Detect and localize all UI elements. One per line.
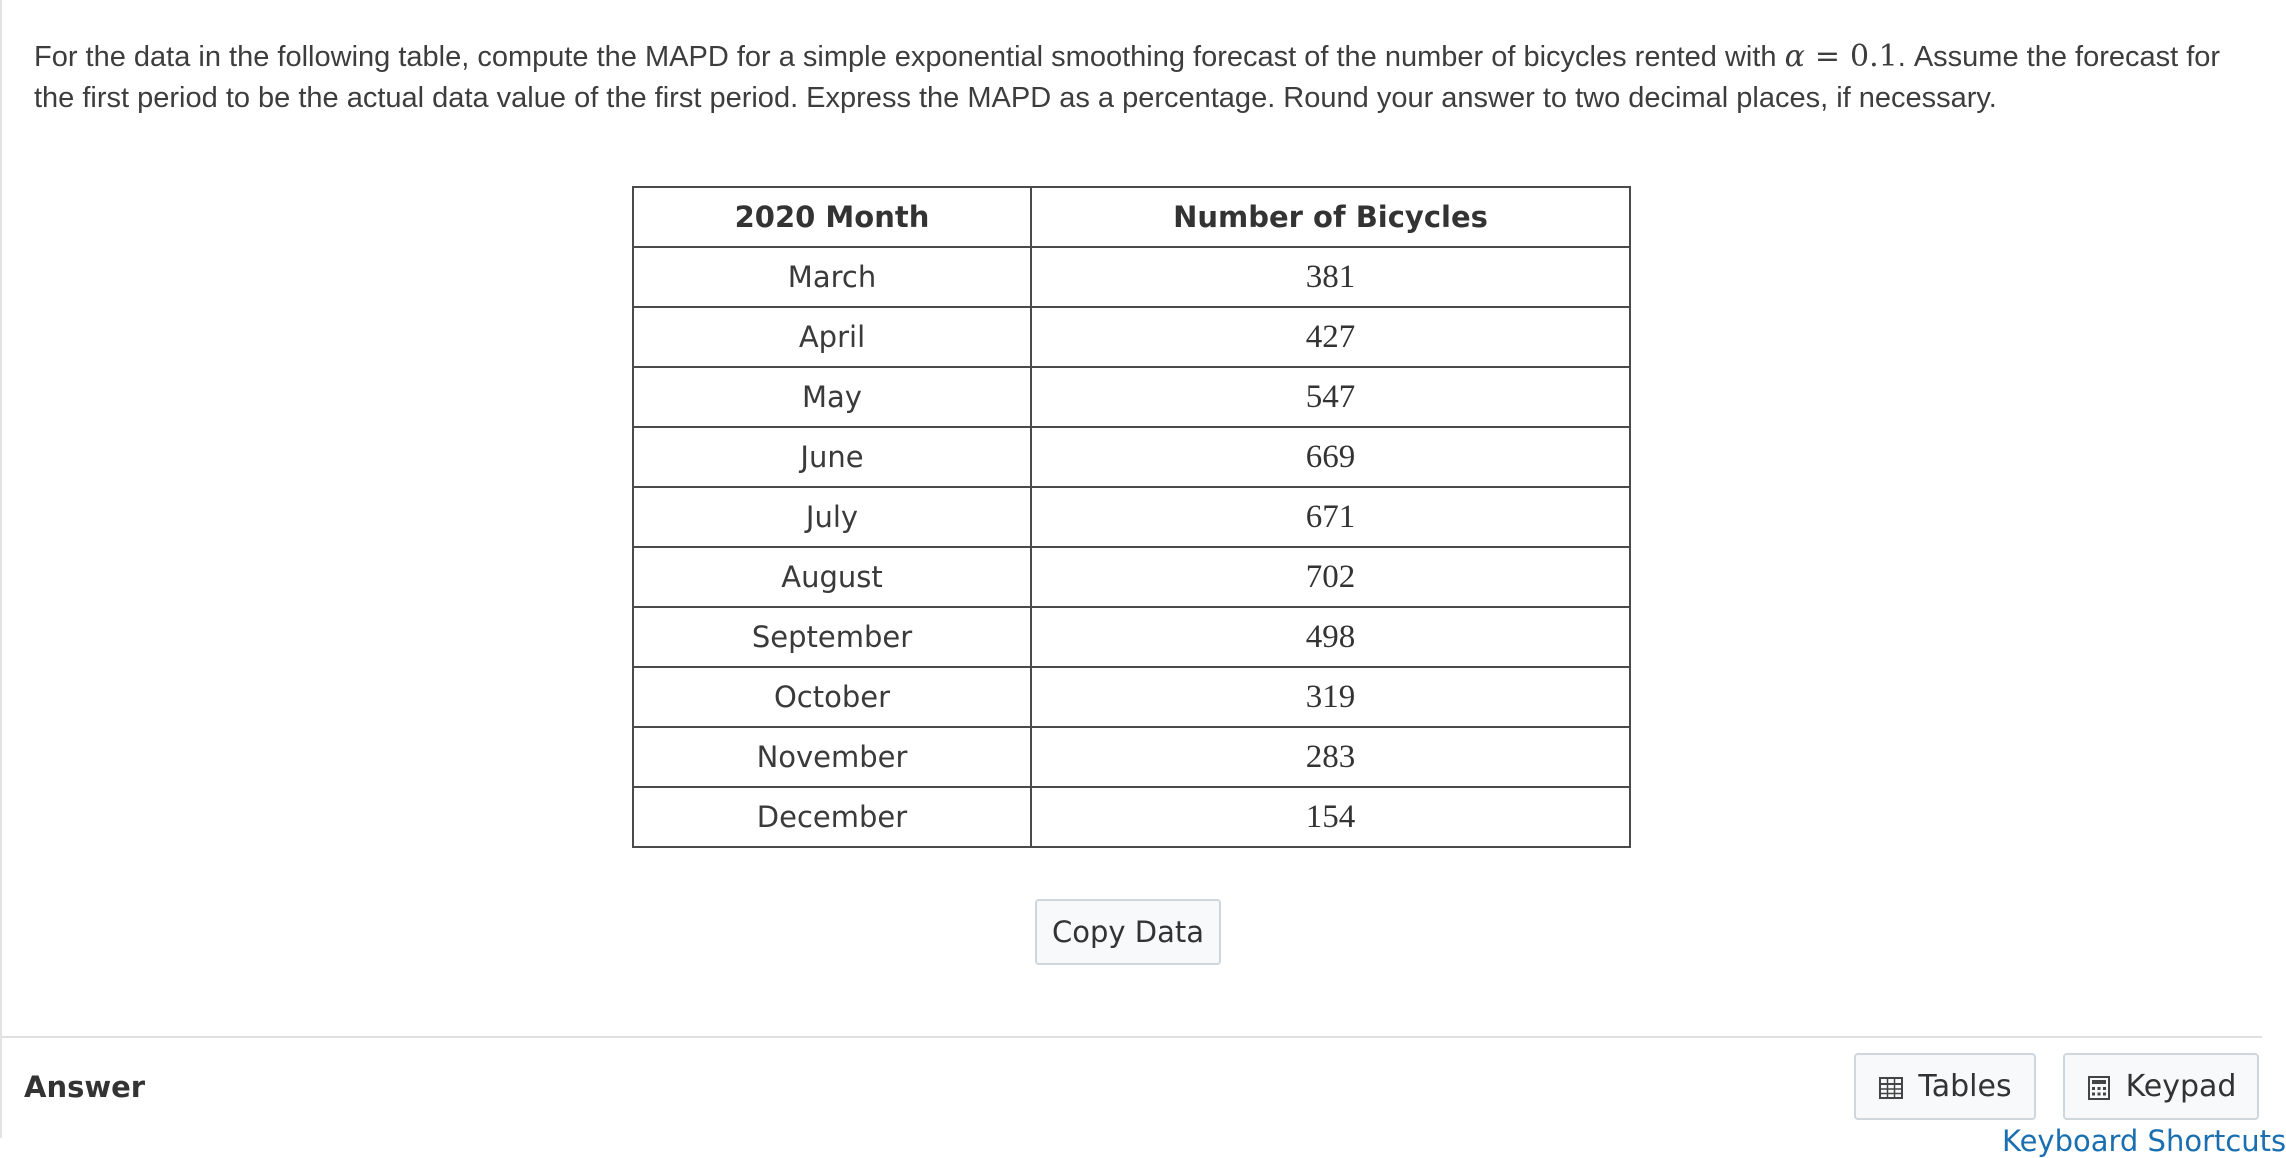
table-header-row — [633, 187, 1630, 247]
keypad-button-label: Keypad — [2125, 1069, 2237, 1104]
month-cell: August — [633, 547, 1031, 607]
tables-button[interactable] — [1854, 1053, 2036, 1120]
bicycles-cell: 547 — [1031, 367, 1630, 427]
header-month: 2020 Month — [633, 187, 1031, 247]
keyboard-shortcuts-link[interactable]: Keyboard Shortcuts — [2002, 1124, 2286, 1158]
bicycles-cell: 702 — [1031, 547, 1630, 607]
answer-label: Answer — [24, 1070, 146, 1104]
month-cell: December — [633, 787, 1031, 847]
table-row — [633, 247, 1630, 307]
table-grid-icon — [1878, 1074, 1904, 1100]
alpha-value: 0.1 — [1850, 39, 1898, 74]
calculator-icon — [2086, 1074, 2112, 1100]
table-row — [633, 787, 1630, 847]
month-cell: March — [633, 247, 1031, 307]
bicycles-cell: 154 — [1031, 787, 1630, 847]
bicycles-cell: 319 — [1031, 667, 1630, 727]
month-cell: November — [633, 727, 1031, 787]
table-row — [633, 367, 1630, 427]
month-cell: April — [633, 307, 1031, 367]
keypad-button[interactable] — [2063, 1053, 2259, 1120]
table-row — [633, 307, 1630, 367]
bicycles-cell: 381 — [1031, 247, 1630, 307]
tables-button-label: Tables — [1918, 1069, 2012, 1104]
table-row — [633, 667, 1630, 727]
question-text — [34, 36, 2234, 119]
month-cell: September — [633, 607, 1031, 667]
month-cell: July — [633, 487, 1031, 547]
month-cell: October — [633, 667, 1031, 727]
bicycles-cell: 498 — [1031, 607, 1630, 667]
table-row — [633, 547, 1630, 607]
alpha-symbol: α — [1784, 39, 1805, 74]
month-cell: June — [633, 427, 1031, 487]
bicycles-cell: 283 — [1031, 727, 1630, 787]
question-text-end: . Assume the forecast for the first period to be the actual data value of the first period. Express the MAPD as a percentage. Round your answer to two decimal places, if necessary. — [34, 41, 2221, 114]
bicycles-cell: 427 — [1031, 307, 1630, 367]
bicycles-cell: 671 — [1031, 487, 1630, 547]
question-text-start: For the data in the following table, compute the MAPD for a simple exponential smoothing forecast of the number of bicycles rented with — [34, 41, 1785, 73]
answer-divider — [2, 1036, 2262, 1038]
table-row — [633, 607, 1630, 667]
copy-data-button[interactable] — [1035, 899, 1221, 965]
bicycles-cell: 669 — [1031, 427, 1630, 487]
copy-data-label: Copy Data — [1051, 915, 1205, 949]
table-row — [633, 427, 1630, 487]
equals-sign: = — [1814, 39, 1840, 74]
month-cell: May — [633, 367, 1031, 427]
bicycle-data-table — [632, 186, 1631, 848]
table-row — [633, 727, 1630, 787]
header-bicycles: Number of Bicycles — [1031, 187, 1630, 247]
table-row — [633, 487, 1630, 547]
